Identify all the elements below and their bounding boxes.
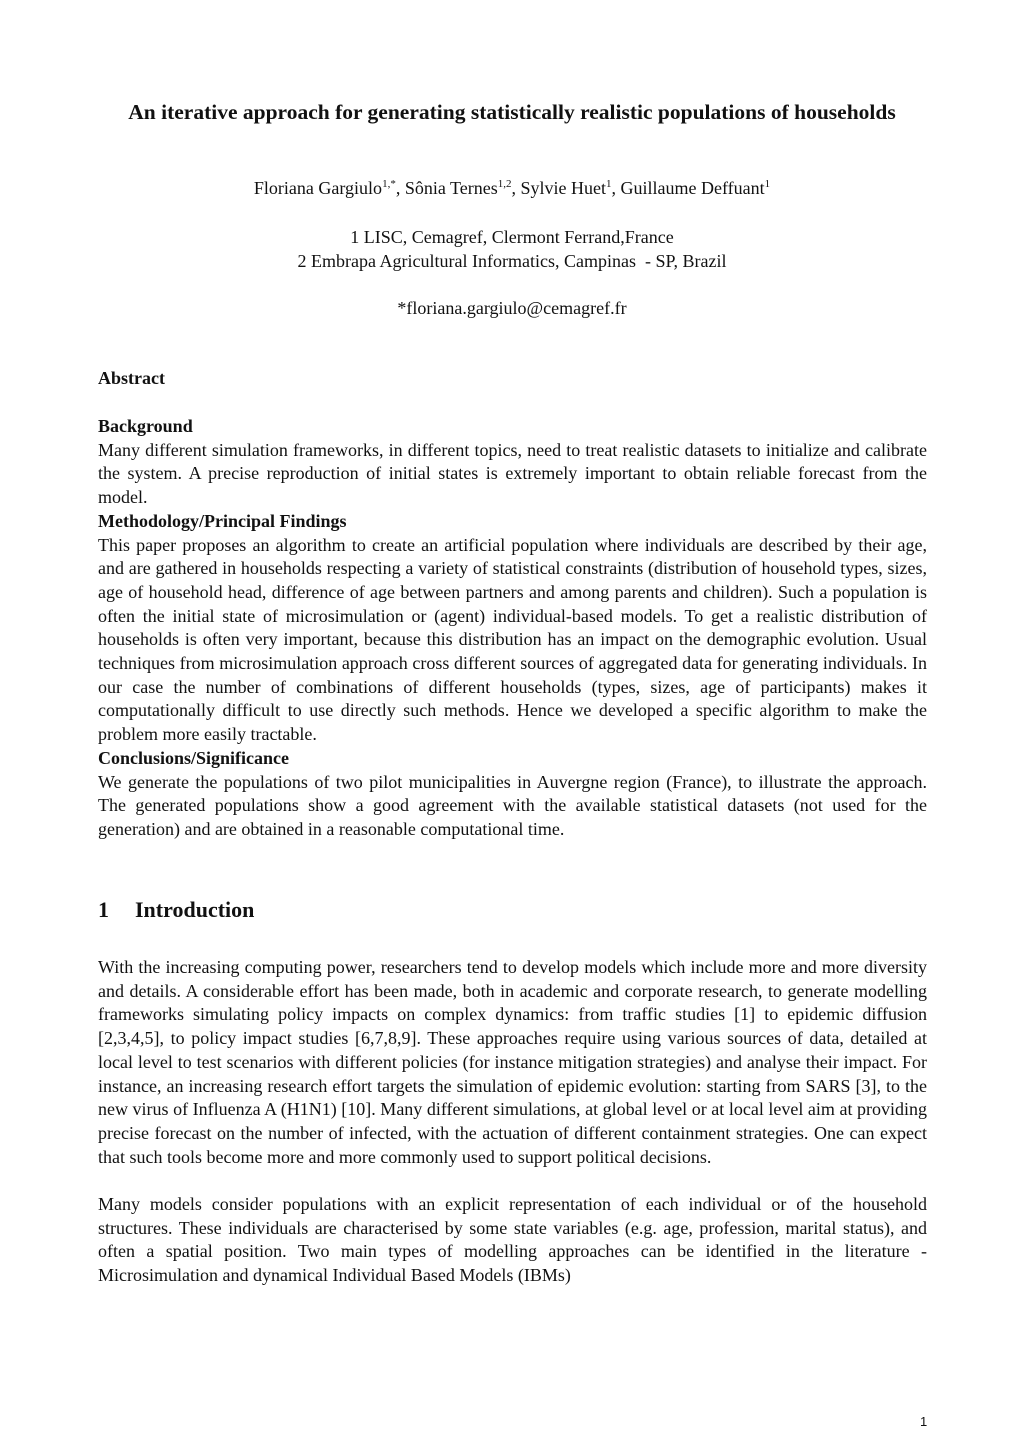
methodology-heading: Methodology/Principal Findings xyxy=(98,510,347,531)
author-affiliation-mark: 1 xyxy=(764,178,771,190)
author-affiliation-mark: 1,2 xyxy=(497,178,512,190)
background-text: Many different simulation frameworks, in different topics, need to treat realistic datasets to initialize and calibrate the system. A precise reproduction of initial states is extremely important to obtain reliable forecast from the model. xyxy=(98,439,927,508)
section-heading-introduction xyxy=(98,897,254,923)
abstract-heading: Abstract xyxy=(98,368,165,388)
author-list: Floriana Gargiulo$^{1,*}$, Sônia Ternes$^{1,2}$, Sylvie Huet$^1$, Guillaume Deffuant$^1$ xyxy=(253,178,771,198)
abstract-body xyxy=(98,415,927,842)
methodology-text: This paper proposes an algorithm to create an artificial population where individuals are described by their age, and are gathered in households respecting a variety of statistical constraints (distribution of household types, sizes, age of household head, difference of age between partners and among parents and children). Such a population is often the initial state of microsimulation or (agent) individual-based models. To get a realistic distribution of households is often very important, because this distribution has an impact on the demographic evolution. Usual techniques from microsimulation approach cross different sources of aggregated data for generating individuals. In our case the number of combinations of different households (types, sizes, age of participants) makes it computationally difficult to use directly such methods. Hence we developed a specific algorithm to make the problem more easily tractable. xyxy=(98,534,927,745)
affiliation: 2 Embrapa Agricultural Informatics, Campinas - SP, Brazil xyxy=(297,251,727,271)
author-affiliation-mark: 1,* xyxy=(382,178,396,190)
section-title: Introduction xyxy=(135,897,255,922)
author-name: Sônia Ternes xyxy=(404,178,498,198)
paragraph: Many models consider populations with an explicit representation of each individual or of the household structures. These individuals are characterised by some state variables (e.g. age, profession, marital status), and often a spatial position. Two main types of modelling approaches can be identified in the literature - Microsimulation and dynamical Individual Based Models (IBMs) xyxy=(98,1194,927,1286)
section-number: 1 xyxy=(98,897,109,922)
author-name: Floriana Gargiulo xyxy=(253,178,383,198)
paper-title: An iterative approach for generating statistically realistic populations of households xyxy=(128,100,896,124)
background-heading: Background xyxy=(98,416,193,436)
introduction-body xyxy=(98,956,927,1312)
author-affiliation-mark: 1 xyxy=(605,178,612,190)
contact-email: *floriana.gargiulo@cemagref.fr xyxy=(397,298,627,318)
conclusions-text: We generate the populations of two pilot municipalities in Auvergne region (France), to illustrate the approach. The generated populations show a good agreement with the available statistical datasets (not used for the generation) and are obtained in a reasonable computational time. xyxy=(98,771,927,839)
author-name: Guillaume Deffuant xyxy=(620,178,765,198)
author-name: Sylvie Huet xyxy=(520,178,606,198)
paragraph: With the increasing computing power, researchers tend to develop models which include more and more diversity and details. A considerable effort has been made, both in academic and corporate research, to generate modelling frameworks simulating policy impacts on complex dynamics: from traffic studies [1] to epidemic diffusion [2,3,4,5], to policy impact studies [6,7,8,9]. These approaches require using various sources of data, detailed at local level to test scenarios with different policies (for instance mitigation strategies) and analyse their impact. For instance, an increasing research effort targets the simulation of epidemic evolution: starting from SARS [3], to the new virus of Influenza A (H1N1) [10]. Many different simulations, at global level or at local level aim at providing precise forecast on the number of infected, with the actuation of different containment strategies. One can expect that such tools become more and more commonly used to support political decisions. xyxy=(98,957,927,1167)
affiliation: 1 LISC, Cemagref, Clermont Ferrand,France xyxy=(350,227,674,247)
affiliations xyxy=(0,225,1024,273)
page-number: 1 xyxy=(920,1414,928,1429)
conclusions-heading: Conclusions/Significance xyxy=(98,747,290,768)
